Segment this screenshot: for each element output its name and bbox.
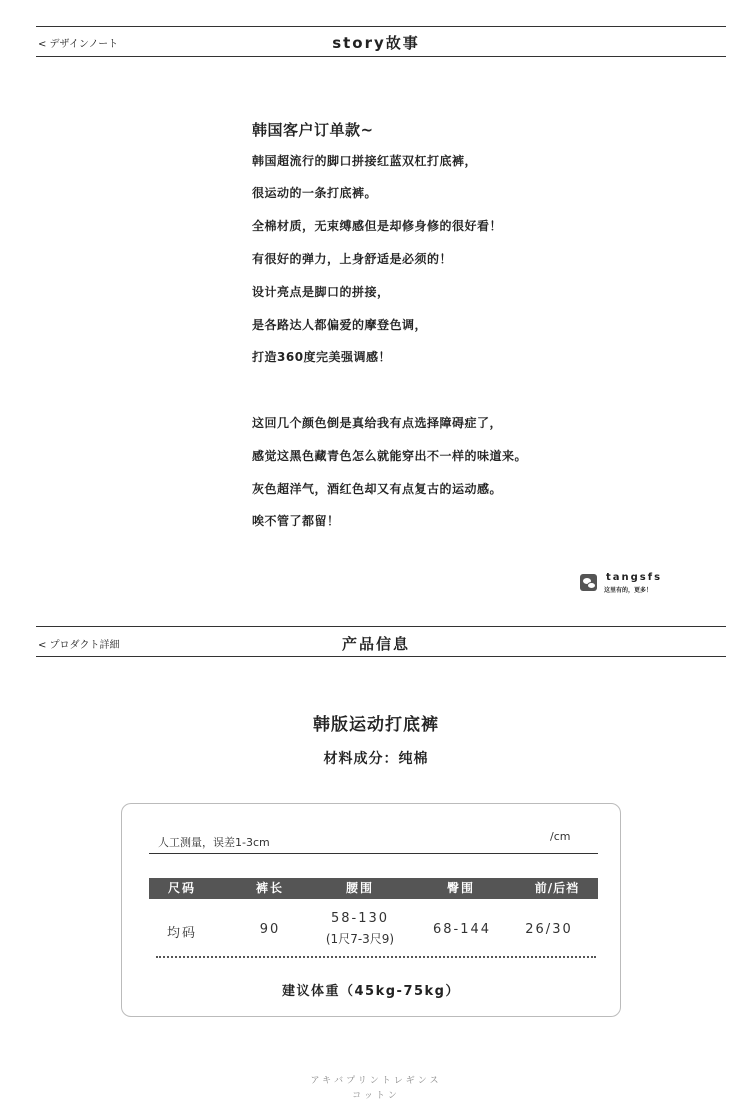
cell-size: 均码 xyxy=(166,926,197,941)
story-line: 很运动的一条打底裤。 xyxy=(252,186,378,200)
cell-hip: 68-144 xyxy=(432,922,492,937)
story-line: 打造360度完美强调感！ xyxy=(252,350,392,364)
cell-waist: 58-130 xyxy=(330,911,390,926)
dotted-divider xyxy=(156,956,596,958)
table-header xyxy=(149,878,598,899)
section2-bottom-rule xyxy=(36,656,726,657)
story-line: 有很好的弹力，上身舒适是必须的！ xyxy=(252,252,453,266)
header-size: 尺码 xyxy=(167,881,196,895)
section1-bottom-rule xyxy=(36,56,726,57)
section2-top-rule xyxy=(36,626,726,627)
design-note-link[interactable]: < デザインノート xyxy=(38,39,119,50)
size-table-card xyxy=(121,803,621,1017)
product-info-title: 产品信息 xyxy=(341,635,410,653)
story-line: 这回几个颜色倒是真给我有点选择障碍症了， xyxy=(252,416,503,430)
footer-line2: コットン xyxy=(352,1091,400,1101)
story-line: 韩国超流行的脚口拼接红蓝双杠打底裤， xyxy=(252,154,478,168)
header-waist: 腰围 xyxy=(345,881,374,895)
section1-top-rule xyxy=(36,26,726,27)
story-line: 是各路达人都偏爱的摩登色调， xyxy=(252,318,428,332)
story-line: 设计亮点是脚口的拼接， xyxy=(252,285,390,299)
cell-waist-note: (1尺7-3尺9) xyxy=(325,932,395,946)
product-material: 材料成分：纯棉 xyxy=(323,751,429,767)
story-line: 全棉材质，无束缚感但是却修身修的很好看！ xyxy=(252,219,503,233)
story-line: 灰色超洋气，酒红色却又有点复古的运动感。 xyxy=(252,482,503,496)
footer-line1: アキバプリントレギンス xyxy=(310,1076,442,1086)
cell-length: 90 xyxy=(259,922,281,937)
product-detail-link[interactable]: < プロダクト詳細 xyxy=(38,640,120,651)
header-hip: 臀围 xyxy=(446,881,475,895)
story-line: 唉不管了都留！ xyxy=(252,514,340,528)
note-divider xyxy=(149,853,598,854)
story-section-title: story故事 xyxy=(332,34,420,52)
story-heading: 韩国客户订单款~ xyxy=(252,121,374,139)
unit-label: /cm xyxy=(550,830,571,843)
recommended-weight: 建议体重（45kg-75kg） xyxy=(282,984,460,999)
header-length: 裤长 xyxy=(255,881,284,895)
measurement-note: 人工测量，误差1-3cm xyxy=(158,836,270,849)
story-line: 感觉这黑色藏青色怎么就能穿出不一样的味道来。 xyxy=(252,449,528,463)
brand-tagline: 这里有的，更多！ xyxy=(604,587,653,594)
wechat-icon xyxy=(580,574,597,591)
brand-name: tangsfs xyxy=(606,572,663,583)
product-name: 韩版运动打底裤 xyxy=(313,715,439,735)
header-rise: 前/后裆 xyxy=(534,881,580,895)
cell-rise: 26/30 xyxy=(525,922,573,937)
